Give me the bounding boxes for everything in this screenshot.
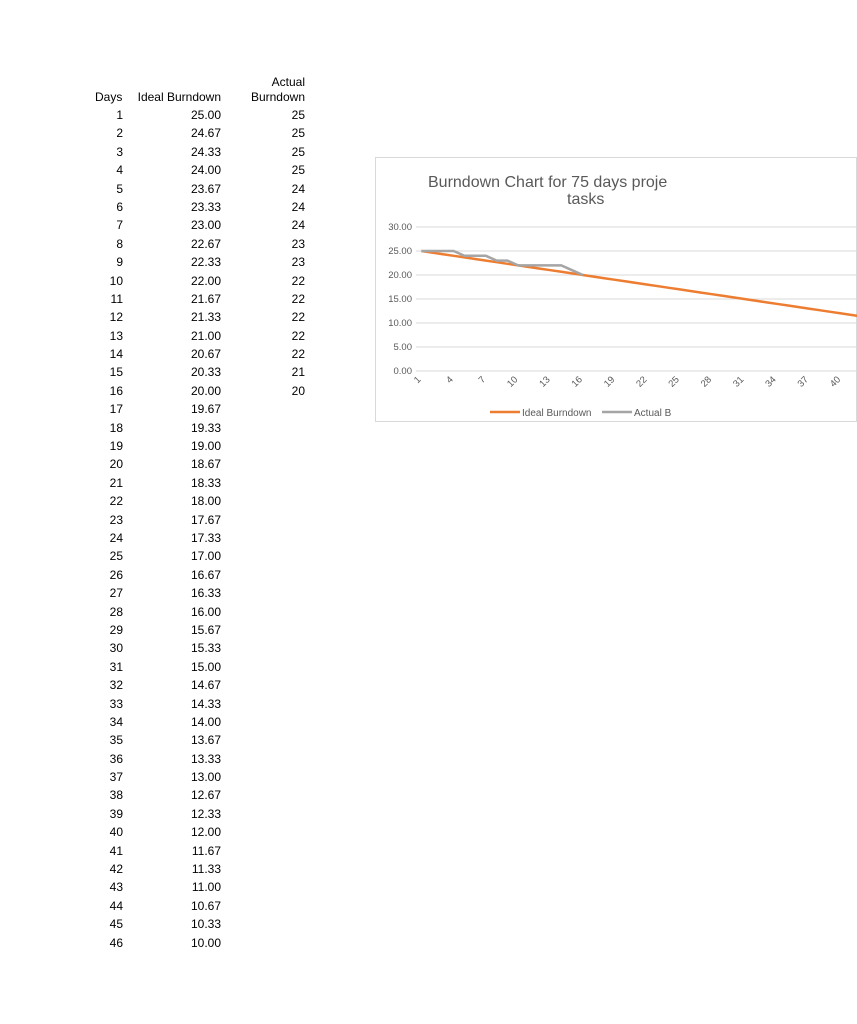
cell-day[interactable]: 2 (116, 126, 123, 141)
cell-ideal[interactable]: 14.67 (190, 678, 221, 693)
cell-ideal[interactable]: 23.67 (190, 181, 221, 196)
cell-ideal[interactable]: 19.67 (190, 402, 221, 417)
x-tick-label: 10 (505, 374, 521, 390)
table-row (0, 786, 320, 804)
x-axis-labels (412, 374, 857, 389)
table-row (0, 235, 320, 253)
table-row (0, 695, 320, 713)
cell-ideal[interactable]: 22.00 (190, 273, 221, 288)
cell-ideal[interactable]: 10.00 (190, 935, 221, 950)
cell-actual[interactable]: 24 (291, 181, 305, 196)
cell-day[interactable]: 43 (109, 880, 123, 895)
cell-ideal[interactable]: 24.00 (190, 163, 221, 178)
cell-ideal[interactable]: 20.33 (190, 365, 221, 380)
y-tick-label: 15.00 (388, 294, 412, 305)
table-row (0, 474, 320, 492)
cell-day[interactable]: 31 (109, 659, 123, 674)
cell-day[interactable]: 8 (116, 236, 123, 251)
cell-ideal[interactable]: 10.67 (190, 898, 221, 913)
table-row (0, 492, 320, 510)
cell-day[interactable]: 4 (116, 163, 123, 178)
table-row (0, 216, 320, 234)
table-row (0, 511, 320, 529)
cell-ideal[interactable]: 15.67 (190, 622, 221, 637)
cell-day[interactable]: 14 (109, 347, 123, 362)
x-tick-label: 19 (601, 374, 618, 390)
cell-day[interactable]: 40 (109, 825, 123, 840)
y-tick-label: 25.00 (388, 246, 412, 257)
table-row (0, 363, 320, 381)
cell-ideal[interactable]: 22.33 (190, 255, 221, 270)
cell-day[interactable]: 36 (109, 751, 123, 766)
table-row (0, 621, 320, 639)
cell-day[interactable]: 45 (109, 917, 123, 932)
table-row (0, 455, 320, 473)
cell-actual[interactable]: 24 (291, 218, 305, 233)
table-row (0, 290, 320, 308)
cell-day[interactable]: 19 (109, 439, 123, 454)
cell-day[interactable]: 13 (109, 328, 123, 343)
table-row (0, 915, 320, 933)
header-ideal-burndown[interactable]: Ideal Burndown (137, 90, 221, 104)
cell-actual[interactable]: 23 (291, 255, 305, 270)
cell-actual[interactable]: 25 (291, 163, 305, 178)
cell-ideal[interactable]: 13.33 (190, 751, 221, 766)
x-tick-label: 34 (763, 374, 779, 390)
cell-day[interactable]: 1 (116, 108, 123, 122)
cell-day[interactable]: 30 (109, 641, 123, 656)
x-tick-label: 7 (476, 374, 489, 386)
cell-actual[interactable]: 22 (291, 291, 305, 306)
table-row (0, 713, 320, 731)
y-tick-label: 0.00 (393, 366, 412, 377)
cell-ideal[interactable]: 11.00 (191, 880, 221, 895)
x-tick-label: 13 (537, 374, 553, 390)
cell-day[interactable]: 41 (109, 843, 123, 858)
table-row (0, 345, 320, 363)
cell-day[interactable]: 16 (109, 383, 123, 398)
cell-day[interactable]: 39 (109, 806, 123, 821)
cell-day[interactable]: 20 (109, 457, 123, 472)
chart-title-line2: tasks (567, 191, 605, 208)
cell-day[interactable]: 7 (116, 218, 123, 233)
table-row (0, 750, 320, 768)
cell-ideal[interactable]: 15.33 (190, 641, 221, 656)
y-axis-labels (388, 222, 412, 377)
chart-viewport (375, 157, 844, 422)
cell-ideal[interactable]: 11.67 (191, 843, 221, 858)
cell-day[interactable]: 42 (109, 862, 123, 877)
cell-day[interactable]: 5 (116, 181, 123, 196)
table-row (0, 124, 320, 142)
cell-ideal[interactable]: 11.33 (191, 862, 221, 877)
cell-ideal[interactable]: 24.67 (190, 126, 221, 141)
cell-ideal[interactable]: 14.33 (190, 696, 221, 711)
cell-day[interactable]: 28 (109, 604, 123, 619)
table-row (0, 180, 320, 198)
cell-ideal[interactable]: 18.00 (190, 494, 221, 509)
cell-day[interactable]: 3 (116, 144, 123, 159)
cell-ideal[interactable]: 10.33 (190, 917, 221, 932)
cell-day[interactable]: 22 (109, 494, 123, 509)
y-tick-label: 20.00 (388, 270, 412, 281)
x-tick-label: 16 (569, 374, 585, 390)
table-row (0, 400, 320, 418)
cell-ideal[interactable]: 23.33 (190, 199, 221, 214)
x-tick-label: 40 (827, 374, 844, 390)
cell-day[interactable]: 12 (109, 310, 123, 325)
table-row (0, 198, 320, 216)
cell-ideal[interactable]: 24.33 (190, 144, 221, 159)
header-actual-line2: Burndown (250, 90, 305, 104)
table-row (0, 308, 320, 326)
x-tick-label: 28 (698, 374, 715, 390)
x-tick-label: 1 (411, 374, 424, 386)
cell-day[interactable]: 33 (109, 696, 123, 711)
table-row (0, 934, 320, 952)
table-row (0, 603, 320, 621)
cell-ideal[interactable]: 18.67 (190, 457, 221, 472)
table-row (0, 878, 320, 896)
cell-ideal[interactable]: 18.33 (190, 475, 221, 490)
cell-day[interactable]: 11 (110, 291, 123, 306)
cell-actual[interactable]: 25 (291, 126, 305, 141)
chart-svg (376, 158, 856, 421)
cell-ideal[interactable]: 15.00 (190, 659, 221, 674)
legend[interactable] (490, 408, 672, 419)
cell-ideal[interactable]: 21.33 (190, 310, 221, 325)
cell-day[interactable]: 44 (109, 898, 123, 913)
cell-ideal[interactable]: 19.00 (190, 439, 221, 454)
cell-ideal[interactable]: 13.00 (190, 770, 221, 785)
chart-title: Burndown Chart for 75 days proje (428, 174, 668, 191)
x-tick-label: 4 (444, 374, 456, 386)
cell-ideal[interactable]: 12.33 (190, 806, 221, 821)
series-lines (421, 251, 857, 323)
cell-day[interactable]: 15 (109, 365, 123, 380)
table-row (0, 419, 320, 437)
cell-actual[interactable]: 22 (291, 310, 305, 325)
cell-ideal[interactable]: 14.00 (190, 714, 221, 729)
table-row (0, 161, 320, 179)
table-row (0, 676, 320, 694)
cell-day[interactable]: 21 (109, 475, 123, 490)
x-tick-label: 37 (795, 374, 811, 390)
x-tick-label: 25 (666, 374, 682, 390)
table-row (0, 327, 320, 345)
cell-day[interactable]: 24 (109, 530, 123, 545)
cell-actual[interactable]: 22 (291, 328, 305, 343)
table-row (0, 437, 320, 455)
cell-day[interactable]: 18 (109, 420, 123, 435)
cell-ideal[interactable]: 17.67 (190, 512, 221, 527)
cell-day[interactable]: 23 (109, 512, 123, 527)
cell-day[interactable]: 26 (109, 567, 123, 582)
cell-day[interactable]: 46 (109, 935, 123, 950)
cell-ideal[interactable]: 21.00 (190, 328, 221, 343)
table-row (0, 768, 320, 786)
cell-day[interactable]: 34 (109, 714, 123, 729)
y-tick-label: 5.00 (393, 342, 412, 353)
cell-actual[interactable]: 20 (291, 383, 305, 398)
cell-ideal[interactable]: 20.00 (190, 383, 221, 398)
table-row (0, 547, 320, 565)
cell-actual[interactable]: 21 (291, 365, 305, 380)
cell-ideal[interactable]: 17.33 (190, 530, 221, 545)
table-row (0, 805, 320, 823)
cell-day[interactable]: 6 (116, 199, 123, 214)
cell-ideal[interactable]: 16.00 (190, 604, 221, 619)
header-actual-burndown[interactable] (236, 75, 305, 105)
table-row (0, 253, 320, 271)
cell-ideal[interactable]: 16.33 (190, 586, 221, 601)
cell-ideal[interactable]: 17.00 (190, 549, 221, 564)
cell-ideal[interactable]: 23.00 (190, 218, 221, 233)
cell-day[interactable]: 9 (116, 255, 123, 270)
table-row (0, 860, 320, 878)
y-tick-label: 30.00 (388, 222, 412, 233)
legend-actual-label: Actual B (634, 408, 672, 419)
cell-actual[interactable]: 23 (291, 236, 305, 251)
table-row (0, 106, 320, 124)
cell-ideal[interactable]: 12.00 (190, 825, 221, 840)
header-actual-line1: Actual (271, 75, 305, 89)
cell-day[interactable]: 38 (109, 788, 123, 803)
cell-day[interactable]: 37 (109, 770, 123, 785)
cell-ideal[interactable]: 20.67 (190, 347, 221, 362)
cell-day[interactable]: 35 (109, 733, 123, 748)
cell-day[interactable]: 25 (109, 549, 123, 564)
cell-ideal[interactable]: 25.00 (190, 108, 221, 122)
cell-day[interactable]: 32 (109, 678, 123, 693)
table-row (0, 566, 320, 584)
data-table (0, 106, 320, 952)
cell-day[interactable]: 27 (109, 586, 123, 601)
cell-ideal[interactable]: 19.33 (190, 420, 221, 435)
cell-ideal[interactable]: 21.67 (190, 291, 221, 306)
cell-actual[interactable]: 25 (291, 144, 305, 159)
cell-day[interactable]: 29 (109, 622, 123, 637)
cell-ideal[interactable]: 22.67 (190, 236, 221, 251)
table-row (0, 731, 320, 749)
legend-ideal-label: Ideal Burndown (522, 408, 592, 419)
table-row (0, 897, 320, 915)
table-row (0, 382, 320, 400)
x-tick-label: 22 (634, 374, 650, 390)
header-days[interactable]: Days (95, 90, 123, 104)
cell-day[interactable]: 10 (109, 273, 123, 288)
table-row (0, 584, 320, 602)
cell-actual[interactable]: 24 (291, 199, 305, 214)
gridlines (416, 227, 857, 371)
table-row (0, 529, 320, 547)
table-row (0, 639, 320, 657)
cell-actual[interactable]: 22 (291, 273, 305, 288)
ideal-burndown-line (421, 251, 857, 323)
cell-day[interactable]: 17 (109, 402, 123, 417)
table-row (0, 823, 320, 841)
burndown-chart[interactable] (375, 157, 857, 422)
x-tick-label: 31 (731, 374, 747, 390)
table-row (0, 272, 320, 290)
cell-ideal[interactable]: 13.67 (190, 733, 221, 748)
cell-ideal[interactable]: 12.67 (190, 788, 221, 803)
y-tick-label: 10.00 (388, 318, 412, 329)
table-row (0, 842, 320, 860)
cell-ideal[interactable]: 16.67 (190, 567, 221, 582)
cell-actual[interactable]: 22 (291, 347, 305, 362)
table-row (0, 658, 320, 676)
cell-actual[interactable]: 25 (291, 108, 305, 122)
table-row (0, 143, 320, 161)
